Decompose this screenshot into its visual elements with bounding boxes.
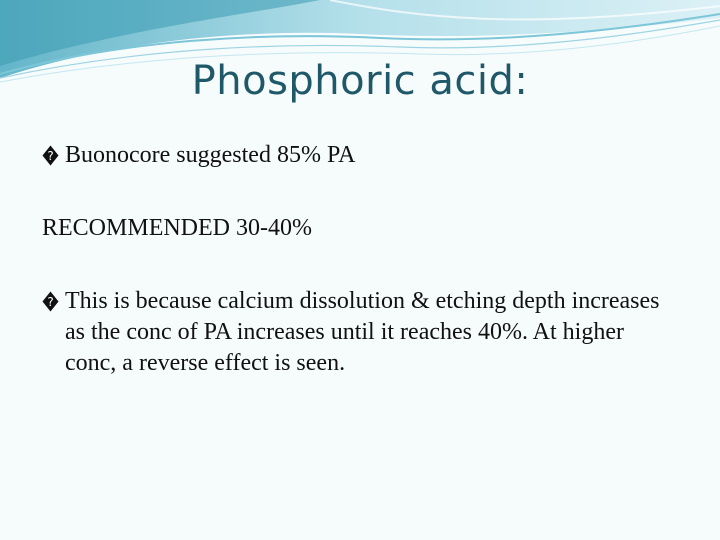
bullet-item-1-text: Buonocore suggested 85% PA — [65, 142, 356, 168]
slide-title: Phosphoric acid: — [191, 58, 529, 104]
missing-glyph-bullet-icon — [42, 145, 59, 166]
svg-text:?: ? — [47, 149, 54, 163]
missing-glyph-bullet-icon — [42, 291, 59, 312]
bullet-item-3-text: This is because calcium dissolution & etching depth increases as the conc of PA increases until it reaches 40%. At higher conc, a reverse effect is seen. — [65, 288, 660, 376]
recommended-line: RECOMMENDED 30-40% — [42, 215, 312, 241]
bullet-item-1 — [42, 140, 672, 171]
slide-body — [42, 140, 672, 379]
svg-text:?: ? — [47, 295, 54, 309]
bullet-item-3 — [42, 286, 672, 379]
